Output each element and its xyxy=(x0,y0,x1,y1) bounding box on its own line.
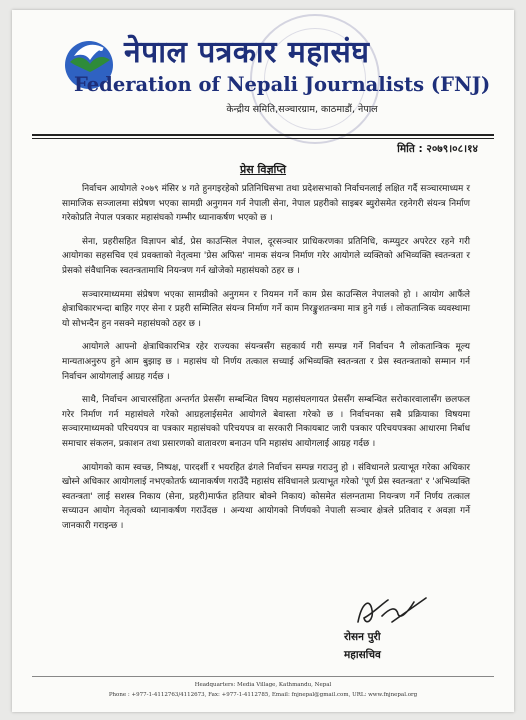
signer-name: रोसन पुरी xyxy=(344,631,381,643)
document-title: प्रेस विज्ञप्ति xyxy=(239,163,287,176)
document-date: मिति : २०७९।०८।१४ xyxy=(397,143,478,155)
footer-address: Headquarters: Media Village, Kathmandu, Nepal xyxy=(194,682,332,688)
signer-title: महासचिव xyxy=(344,649,381,661)
body-paragraph: साथै, निर्वाचन आचारसंहिता अन्तर्गत प्रेससँग सम्बन्धित विषय महासंघलगायत प्रेससँग सम्बन्धित सरोकारवालासँग छलफल गरेर निर्माण गर्न महासंघले गरेको आग्रहलाईसमेत आयोगले बेवास्ता गरेको छ । निर्वाचनका सबै प्रक्रियाका विषयमा सञ्चारमाध्यमको परिचयपत्र वा पत्रकार महासंघको परिचयपत्र वा सरकारी निकायबाट जारी पत्रकार परिचयपत्रका आधारमा निर्बाध समाचार संकलन, प्रकाशन तथा प्रसारणको वातावरण बनाउन पनि महासंघ आयोगलाई आग्रह गर्दछ । xyxy=(62,395,470,449)
header-divider xyxy=(32,134,494,136)
document-body xyxy=(62,182,470,542)
org-name-english: Federation of Nepali Journalists (FNJ) xyxy=(74,73,491,96)
body-paragraph: सञ्चारमाध्यममा संप्रेषण भएका सामग्रीको अनुगमन र नियमन गर्ने काम प्रेस काउन्सिल नेपालको हो । आयोग आफैंले क्षेत्राधिकारभन्दा बाहिर गएर सेना र प्रहरी सम्मिलित संयन्त्र निर्माण गर्ने काम निरङ्कुशतन्त्रमा मात्र हुने गर्छ । लोकतान्त्रिक व्यवस्थामा यो सोभन्दैन हुन नसक्ने महासंघको ठहर छ । xyxy=(62,289,470,329)
footer-divider xyxy=(32,676,494,677)
body-paragraph: आयोगको काम स्वच्छ, निष्पक्ष, पारदर्शी र भयरहित ढंगले निर्वाचन सम्पन्न गराउनु हो । संविधानले प्रत्याभूत गरेका अधिकार खोस्ने अधिकार आयोगलाई नभएकोतर्फ ध्यानाकर्षण गराउँदै महासंघ संविधानले प्रत्याभूत गरेको 'पूर्ण प्रेस स्वतन्त्रता' र 'अभिव्यक्ति स्वतन्त्रता' लाई सशस्त्र निकाय (सेना, प्रहरी)मार्फत हतियार बोक्ने निकाय) कोसमेत संलग्नतामा नियन्त्रण गर्ने निर्णय तत्काल सच्याउन आयोग नेतृत्वको ध्यानाकर्षण गराउँदछ । अन्यथा आयोगको निर्णयको नेपाली सञ्चार क्षेत्रले प्रतिवाद र अवज्ञा गर्ने जानकारी गराइन्छ । xyxy=(62,462,470,531)
header-divider-thin xyxy=(32,138,494,139)
body-paragraph: निर्वाचन आयोगले २०७९ मंसिर ४ गते हुनगइरहेको प्रतिनिधिसभा तथा प्रदेशसभाको निर्वाचनलाई लक्षित गर्दै सञ्चारमाध्यम र सामाजिक सञ्जालमा संप्रेषण भएका सामग्री अनुगमन गर्न नेपाली सेना, नेपाल प्रहरीको साइबर ब्युरोसमेत रहनेगरी संयन्त्र निर्माण गरेकोप्रति नेपाल पत्रकार महासंघको गम्भीर ध्यानाकर्षण भएको छ । xyxy=(62,184,470,224)
letterhead-header xyxy=(12,10,514,128)
body-paragraph: आयोगले आफ्नो क्षेत्राधिकारभित्र रहेर राज्यका संयन्त्रसँग सहकार्य गरी सम्पन्न गर्ने निर्वाचन नै लोकतान्त्रिक मूल्य मान्यताअनुरुप हुने आम बुझाइ छ । महासंघ यो निर्णय तत्काल सच्याई अभिव्यक्ति स्वतन्त्रता र प्रेस स्वतन्त्रताको सम्मान गर्न निर्वाचन आयोगलाई आग्रह गर्दछ । xyxy=(62,342,470,382)
letterhead-page xyxy=(12,10,514,712)
handwritten-signature-icon xyxy=(352,592,432,632)
body-paragraph: सेना, प्रहरीसहित विज्ञापन बोर्ड, प्रेस काउन्सिल नेपाल, दूरसञ्चार प्राधिकरणका प्रतिनिधि, कम्प्युटर अपरेटर रहने गरी आयोगका सहसचिव एवं प्रवक्ताको नेतृत्वमा 'प्रेस अफिस' नामक संयन्त्र निर्माण गरेर आयोगले व्यक्तिको अभिव्यक्ति स्वतन्त्रता र प्रेसको संवैधानिक स्वतन्त्रतामाथि नियन्त्रण गर्न खोजेको महासंघको ठहर छ । xyxy=(62,236,470,276)
org-address: केन्द्रीय समिति,सञ्चारग्राम, काठमाडौं, नेपाल xyxy=(226,104,378,115)
footer-contact: Phone : +977-1-4112763/4112673, Fax: +977-1-4112785, Email: fnjnepal@gmail.com, URL: www.fnjnepal.org xyxy=(108,692,418,698)
org-name-nepali: नेपाल पत्रकार महासंघ xyxy=(124,35,370,70)
